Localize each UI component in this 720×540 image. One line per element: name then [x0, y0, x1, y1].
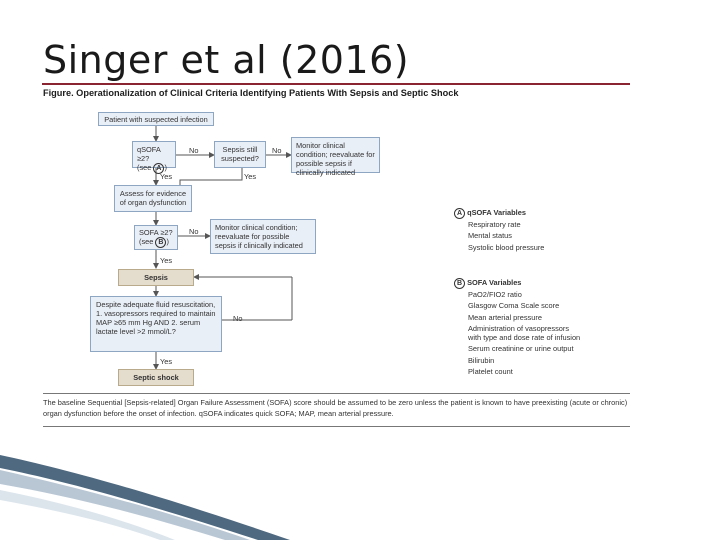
sofa-variable: Serum creatinine or urine output: [468, 344, 574, 354]
box-sepsis-still-suspected: Sepsis still suspected?: [214, 141, 266, 168]
sofa-panel-badge: B: [454, 278, 465, 289]
sofa-variable: Platelet count: [468, 367, 513, 377]
label-sofa-no: No: [189, 227, 199, 236]
sofa-badge-b: B: [155, 237, 166, 248]
sofa-close-paren: ): [166, 237, 169, 246]
figure-caption: Figure. Operationalization of Clinical Criteria Identifying Patients With Sepsis and Septic Shock: [43, 88, 459, 98]
sofa-variable: PaO2/FIO2 ratio: [468, 290, 522, 299]
box-monitor-1: Monitor clinical condition; reevaluate for possible sepsis if clinically indicated: [291, 137, 380, 173]
slide-title: Singer et al (2016): [43, 38, 410, 82]
swoosh-band-dark: [0, 455, 290, 540]
label-criteria-no: No: [233, 314, 243, 323]
box-monitor-2: Monitor clinical condition; reevaluate for possible sepsis if clinically indicated: [210, 219, 316, 254]
label-still-yes: Yes: [244, 172, 257, 181]
qsofa-variable: Respiratory rate: [468, 220, 521, 229]
qsofa-question-text: qSOFA ≥2?: [137, 145, 161, 163]
box-septic-shock: Septic shock: [118, 369, 194, 386]
qsofa-close-paren: ): [164, 163, 167, 172]
box-shock-criteria: Despite adequate fluid resuscitation, 1. vasopressors required to maintain MAP ≥65 mm Hg AND 2. serum lactate level >2 mmol/L?: [90, 296, 222, 352]
sofa-question-text: SOFA ≥2?: [139, 228, 173, 237]
sofa-variable: Bilirubin: [468, 355, 495, 365]
sofa-variable: Glasgow Coma Scale score: [468, 301, 560, 311]
sofa-see-text: (see: [139, 237, 154, 246]
qsofa-badge-a: A: [153, 163, 164, 174]
qsofa-panel-heading: qSOFA Variables: [467, 208, 526, 217]
label-qsofa-no: No: [189, 146, 199, 155]
figure-footnote: The baseline Sequential [Sepsis-related] Organ Failure Assessment (SOFA) score should be assumed to be zero unless the patient is known to have preexisting (acute or chronic) organ dysfunction before the onset of infection. qSOFA indicates quick SOFA; MAP, mean arterial pressure.: [43, 398, 628, 418]
qsofa-variable: Mental status: [468, 231, 512, 241]
sofa-variable: Mean arterial pressure: [468, 312, 542, 322]
box-sepsis: Sepsis: [118, 269, 194, 286]
sofa-variable: Administration of vasopressors: [468, 323, 570, 333]
sofa-variable-continued: with type and dose rate of infusion: [468, 333, 581, 343]
qsofa-panel-badge: A: [454, 208, 465, 219]
sofa-panel-heading: SOFA Variables: [467, 278, 522, 287]
qsofa-variable: Systolic blood pressure: [468, 242, 545, 252]
box-suspected-infection: Patient with suspected infection: [98, 112, 214, 126]
qsofa-see-text: (see: [137, 163, 152, 172]
label-sofa-yes: Yes: [160, 256, 173, 265]
label-criteria-yes: Yes: [160, 357, 173, 366]
label-qsofa-yes: Yes: [160, 172, 173, 181]
box-assess-organ-dysfunction: Assess for evidence of organ dysfunction: [114, 185, 192, 212]
label-still-no: No: [272, 146, 282, 155]
